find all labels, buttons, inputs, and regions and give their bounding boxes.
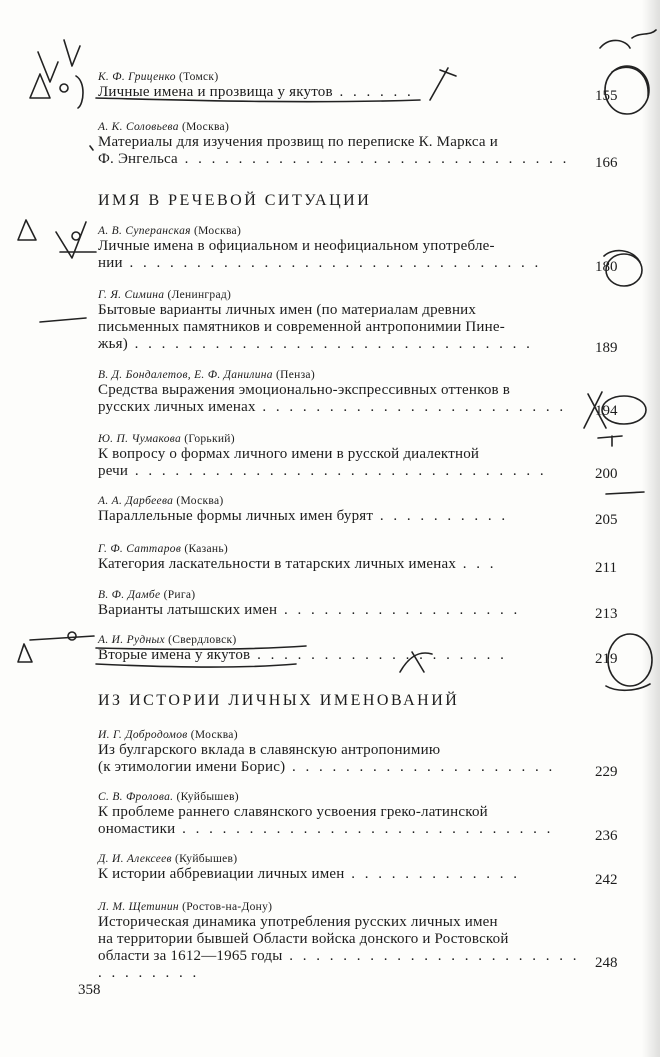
entry-page: 166	[595, 155, 618, 171]
pen-dot-mark	[90, 146, 93, 150]
leader-dots: . . . . . . . . . .	[373, 508, 509, 524]
leader-dots: . . . . . . . . . . . . . . . . . .	[277, 602, 521, 618]
toc-entry	[98, 288, 588, 353]
pen-check-mark	[38, 52, 58, 82]
leader-dots: . . . . . . . . . . . . . . . . . . . . . . . . . . . .	[175, 821, 554, 837]
entry-author: А. К. Соловьева	[98, 121, 179, 133]
entry-author: А. И. Рудных	[98, 634, 165, 646]
leader-dots: . . . . . . . . . . . . . . . . . . .	[250, 647, 507, 663]
leader-dots: . . . . . . . . . . . . . . . . . . . . . . . . . . . . . . .	[122, 255, 542, 271]
entry-title: Категория ласкательности в татарских личных именах	[98, 556, 457, 572]
entry-page: 189	[595, 340, 618, 356]
pen-delta-mark	[30, 74, 50, 98]
entry-author: В. Д. Бондалетов, Е. Ф. Данилина	[98, 369, 273, 381]
pen-check-mark	[598, 436, 622, 446]
pen-delta-mark	[18, 220, 36, 240]
entry-author: В. Ф. Дамбе	[98, 589, 161, 601]
entry-page: 242	[595, 872, 618, 888]
leader-dots: . . . . . . . . . . . . . . . . . . . . . . .	[255, 399, 567, 415]
toc-entry	[98, 120, 588, 168]
entry-title-cont: ономастики	[98, 821, 176, 837]
entry-page: 180	[595, 259, 618, 275]
entry-title-cont: на территории бывшей Области войска донского и Ростовской	[98, 931, 509, 947]
toc-entry	[98, 494, 588, 525]
pen-delta-mark	[18, 644, 32, 662]
entry-city: (Томск)	[179, 71, 219, 83]
entry-page: 194	[595, 403, 618, 419]
entry-title: К истории аббревиации личных имен	[98, 866, 345, 882]
entry-title: Варианты латышских имен	[98, 602, 278, 618]
entry-author: К. Ф. Гриценко	[98, 71, 176, 83]
pen-dot-mark	[72, 232, 80, 240]
entry-page: 248	[595, 955, 618, 971]
leader-dots: . . . . . . . . . . . . .	[344, 866, 520, 882]
entry-city: (Ленинград)	[167, 289, 232, 301]
entry-author: А. В. Суперанская	[98, 225, 191, 237]
entry-title: Вторые имена у якутов	[98, 647, 251, 663]
entry-city: (Казань)	[184, 543, 229, 555]
entry-title: Бытовые варианты личных имен (по материалам древних	[98, 302, 477, 318]
entry-page: 200	[595, 466, 618, 482]
pen-dash-mark	[40, 318, 86, 322]
page-edge-shadow	[642, 0, 660, 1057]
entry-title: К проблеме раннего славянского усвоения греко-латинской	[98, 804, 488, 820]
pen-check-mark	[64, 40, 80, 66]
entry-title-cont: жья)	[98, 336, 128, 352]
toc-entry	[98, 633, 588, 664]
entry-author: С. В. Фролова.	[98, 791, 174, 803]
entry-title: Средства выражения эмоционально-экспрессивных оттенков в	[98, 382, 511, 398]
pen-dot-mark	[68, 632, 76, 640]
pen-dot-mark	[60, 84, 68, 92]
toc-entry	[98, 852, 588, 883]
entry-city: (Ростов-на-Дону)	[182, 901, 273, 913]
entry-title: Параллельные формы личных имен бурят	[98, 508, 374, 524]
toc-entry	[98, 224, 588, 272]
entry-author: И. Г. Добродомов	[98, 729, 188, 741]
entry-title: К вопросу о формах личного имени в русской диалектной	[98, 446, 480, 462]
toc-entry	[98, 588, 588, 619]
pen-underline	[96, 664, 296, 667]
entry-title-cont: (к этимологии имени Борис)	[98, 759, 286, 775]
entry-page: 213	[595, 606, 618, 622]
page-number: 358	[78, 982, 101, 998]
entry-title: Личные имена в официальном и неофициальном употребле-	[98, 238, 495, 254]
entry-title-cont: речи	[98, 463, 129, 479]
toc-entry	[98, 728, 588, 776]
leader-dots: . . . . . . . . . . . . . . . . . . . . . . . . . . . . .	[177, 151, 570, 167]
entry-page: 219	[595, 651, 618, 667]
toc-entry	[98, 70, 588, 101]
entry-title: Из булгарского вклада в славянскую антропонимию	[98, 742, 441, 758]
pen-arrow-mark	[30, 636, 94, 640]
toc-entry	[98, 900, 588, 982]
entry-title-cont: нии	[98, 255, 123, 271]
entry-city: (Москва)	[176, 495, 224, 507]
toc-entry	[98, 790, 588, 838]
entry-city: (Москва)	[181, 121, 230, 133]
leader-dots: . . . . . . . . . . . . . . . . . . . . . . . . . . . . . .	[98, 948, 580, 981]
entry-page: 155	[595, 88, 618, 104]
entry-city: (Горький)	[184, 433, 235, 445]
entry-city: (Москва)	[193, 225, 242, 237]
entry-city: (Москва)	[190, 729, 238, 741]
entry-page: 205	[595, 512, 618, 528]
section-heading: ИЗ ИСТОРИИ ЛИЧНЫХ ИМЕНОВАНИЙ	[98, 692, 460, 709]
entry-author: А. А. Дарбеева	[98, 495, 174, 507]
entry-author: Л. М. Щетинин	[98, 901, 179, 913]
entry-title-cont: Ф. Энгельса	[98, 151, 178, 167]
entry-title-cont: русских личных именах	[98, 399, 256, 415]
entry-page: 229	[595, 764, 618, 780]
entry-city: (Куйбышев)	[176, 791, 239, 803]
leader-dots: . . . . . .	[332, 84, 414, 100]
leader-dots: . . . . . . . . . . . . . . . . . . . . . . . . . . . . . . .	[128, 463, 547, 479]
entry-city: (Куйбышев)	[175, 853, 238, 865]
toc-entry	[98, 368, 588, 416]
entry-title: Личные имена и прозвища у якутов	[98, 84, 333, 100]
entry-title: Материалы для изучения прозвищ по переписке К. Маркса и	[98, 134, 498, 150]
entry-city: (Пенза)	[276, 369, 315, 381]
pen-dash-mark	[606, 492, 644, 494]
section-heading: ИМЯ В РЕЧЕВОЙ СИТУАЦИИ	[98, 192, 372, 209]
toc-entry	[98, 432, 588, 480]
pen-check-mark	[56, 222, 86, 258]
entry-title-cont: области за 1612—1965 годы	[98, 948, 283, 964]
leader-dots: . . . . . . . . . . . . . . . . . . . .	[285, 759, 556, 775]
pen-bracket-mark	[76, 76, 83, 108]
entry-author: Ю. П. Чумакова	[98, 433, 182, 445]
entry-city: (Рига)	[163, 589, 196, 601]
entry-title: Историческая динамика употребления русских личных имен	[98, 914, 498, 930]
entry-page: 236	[595, 828, 618, 844]
entry-city: (Свердловск)	[168, 634, 237, 646]
entry-author: Г. Ф. Саттаров	[98, 543, 182, 555]
toc-entry	[98, 542, 588, 573]
entry-title-cont: письменных памятников и современной антропонимии Пине-	[98, 319, 505, 335]
leader-dots: . . . . . . . . . . . . . . . . . . . . . . . . . . . . . .	[127, 336, 533, 352]
entry-page: 211	[595, 560, 617, 576]
leader-dots: . . .	[456, 556, 497, 572]
entry-author: Г. Я. Симина	[98, 289, 165, 301]
entry-author: Д. И. Алексеев	[98, 853, 172, 865]
